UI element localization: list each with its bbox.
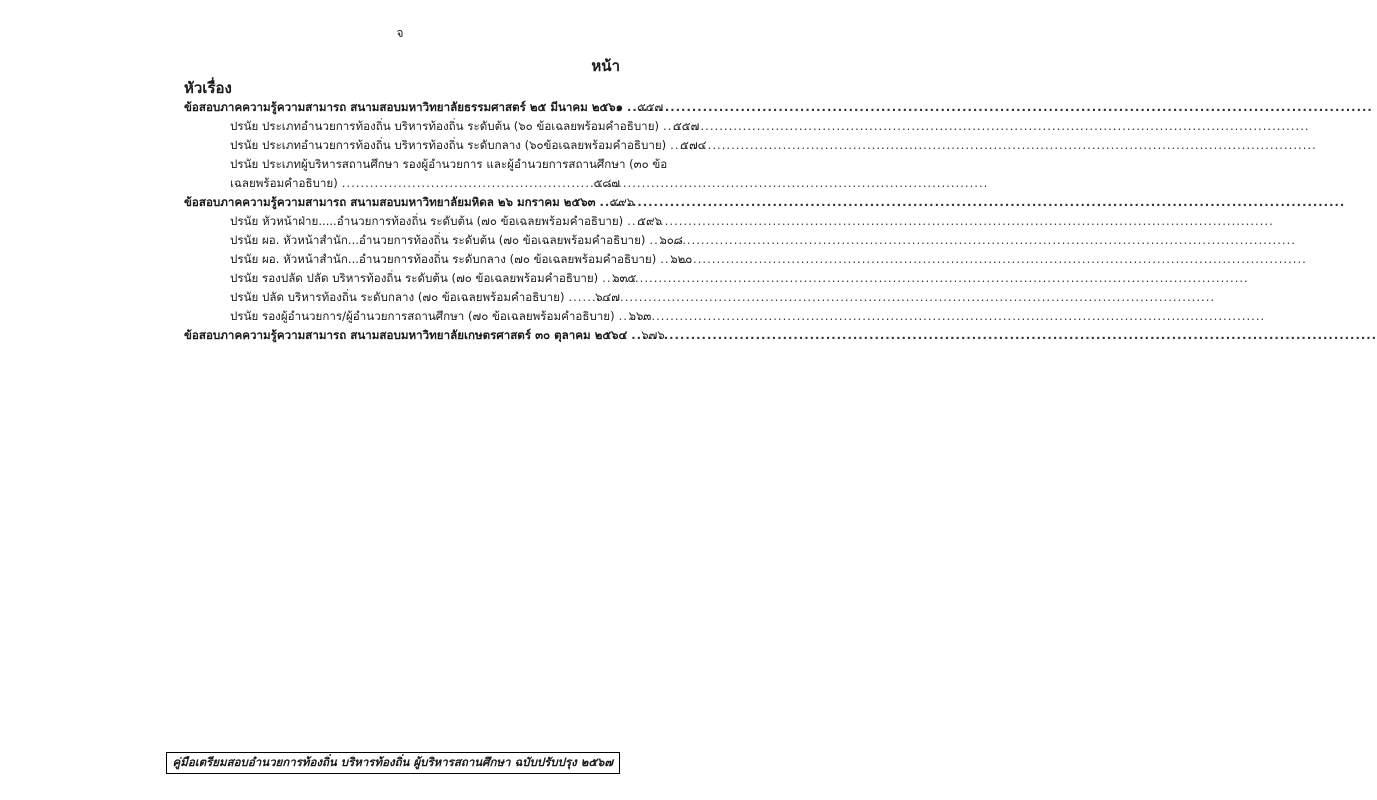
topic-header: หัวเรื่อง: [184, 79, 232, 97]
toc-entry-page: ๖๐๘: [659, 233, 683, 247]
toc-entry-title: ปรนัย รองผู้อำนวยการ/ผู้อำนวยการสถานศึกษา (๗๐ ข้อเฉลยพร้อมคำอธิบาย): [230, 309, 615, 323]
toc-entry-page: ๕๕๗: [673, 119, 700, 133]
toc-entry-page: ๕๙๖: [637, 214, 662, 228]
toc-entry-title: เฉลยพร้อมคำอธิบาย): [230, 176, 338, 190]
toc-sub-row: [184, 307, 652, 326]
dot-leader: [619, 307, 625, 326]
toc-sub-row: [184, 212, 662, 231]
dot-leader: [649, 231, 655, 250]
toc-sub-row: [184, 231, 683, 250]
toc-entry-title: ปรนัย ประเภทอำนวยการท้องถิ่น บริหารท้องถิ่น ระดับกลาง (๖๐ข้อเฉลยพร้อมคำอธิบาย): [230, 138, 667, 152]
toc-entry-page: ๕๕๗: [637, 100, 664, 114]
toc-entry-page: ๕๘๗: [593, 176, 620, 190]
dot-leader: [670, 136, 676, 155]
toc-sub-row: [184, 136, 707, 155]
toc-section-row: [184, 326, 665, 345]
toc-entry-page: ๕๙๖: [609, 195, 635, 209]
toc-sub-row-continuation: [184, 174, 620, 193]
dot-leader: [627, 212, 633, 231]
dot-leader: [568, 288, 591, 307]
dot-leader: [600, 193, 606, 212]
toc-sub-row: [184, 288, 620, 307]
page-column-header: หน้า: [591, 57, 620, 75]
table-of-contents: [184, 98, 707, 345]
toc-entry-page: ๖๖๓: [628, 309, 652, 323]
book-title-footer: คู่มือเตรียมสอบอำนวยการท้องถิ่น บริหารท้องถิ่น ผู้บริหารสถานศึกษา ฉบับปรับปรุง ๒๕๖๗: [166, 752, 620, 774]
toc-entry-page: ๖๒๐: [670, 252, 693, 266]
toc-sub-row: [184, 117, 700, 136]
toc-sub-row: [184, 155, 668, 174]
toc-section-row: [184, 193, 635, 212]
toc-sub-row: [184, 250, 693, 269]
toc-entry-title: ปรนัย ผอ. หัวหน้าสำนัก...อำนวยการท้องถิ่น ระดับกลาง (๗๐ ข้อเฉลยพร้อมคำอธิบาย): [230, 252, 657, 266]
toc-entry-page: ๖๔๗: [595, 290, 620, 304]
toc-entry-title: ปรนัย ประเภทอำนวยการท้องถิ่น บริหารท้องถิ่น ระดับต้น (๖๐ ข้อเฉลยพร้อมคำอธิบาย): [230, 119, 660, 133]
toc-sub-row: [184, 269, 637, 288]
toc-entry-page: ๕๗๔: [680, 138, 707, 152]
toc-entry-title: ปรนัย หัวหน้าฝ่าย.....อำนวยการท้องถิ่น ระดับต้น (๗๐ ข้อเฉลยพร้อมคำอธิบาย): [230, 214, 624, 228]
dot-leader: [663, 117, 669, 136]
toc-entry-title: ข้อสอบภาคความรู้ความสามารถ สนามสอบมหาวิทยาลัยมหิดล ๒๖ มกราคม ๒๕๖๓: [184, 195, 596, 209]
dot-leader: [342, 174, 590, 193]
toc-entry-page: ๖๓๕: [612, 271, 637, 285]
page-number: จ: [396, 26, 404, 40]
toc-entry-title: ข้อสอบภาคความรู้ความสามารถ สนามสอบมหาวิทยาลัยธรรมศาสตร์ ๒๕ มีนาคม ๒๕๖๑: [184, 100, 623, 114]
dot-leader: [660, 250, 666, 269]
dot-leader: [602, 269, 608, 288]
toc-section-row: [184, 98, 664, 117]
toc-entry-title: ปรนัย รองปลัด ปลัด บริหารท้องถิ่น ระดับต้น (๗๐ ข้อเฉลยพร้อมคำอธิบาย): [230, 271, 599, 285]
toc-entry-title: ปรนัย ประเภทผู้บริหารสถานศึกษา รองผู้อำนวยการ และผู้อำนวยการสถานศึกษา (๓๐ ข้อ: [230, 157, 668, 171]
dot-leader: [631, 326, 637, 345]
toc-entry-page: ๖๗๖: [641, 328, 665, 342]
toc-entry-title: ปรนัย ปลัด บริหารท้องถิ่น ระดับกลาง (๗๐ ข้อเฉลยพร้อมคำอธิบาย): [230, 290, 565, 304]
toc-entry-title: ข้อสอบภาคความรู้ความสามารถ สนามสอบมหาวิทยาลัยเกษตรศาสตร์ ๓๐ ตุลาคม ๒๕๖๔: [184, 328, 628, 342]
toc-entry-title: ปรนัย ผอ. หัวหน้าสำนัก...อำนวยการท้องถิ่น ระดับต้น (๗๐ ข้อเฉลยพร้อมคำอธิบาย): [230, 233, 646, 247]
dot-leader: [627, 98, 633, 117]
